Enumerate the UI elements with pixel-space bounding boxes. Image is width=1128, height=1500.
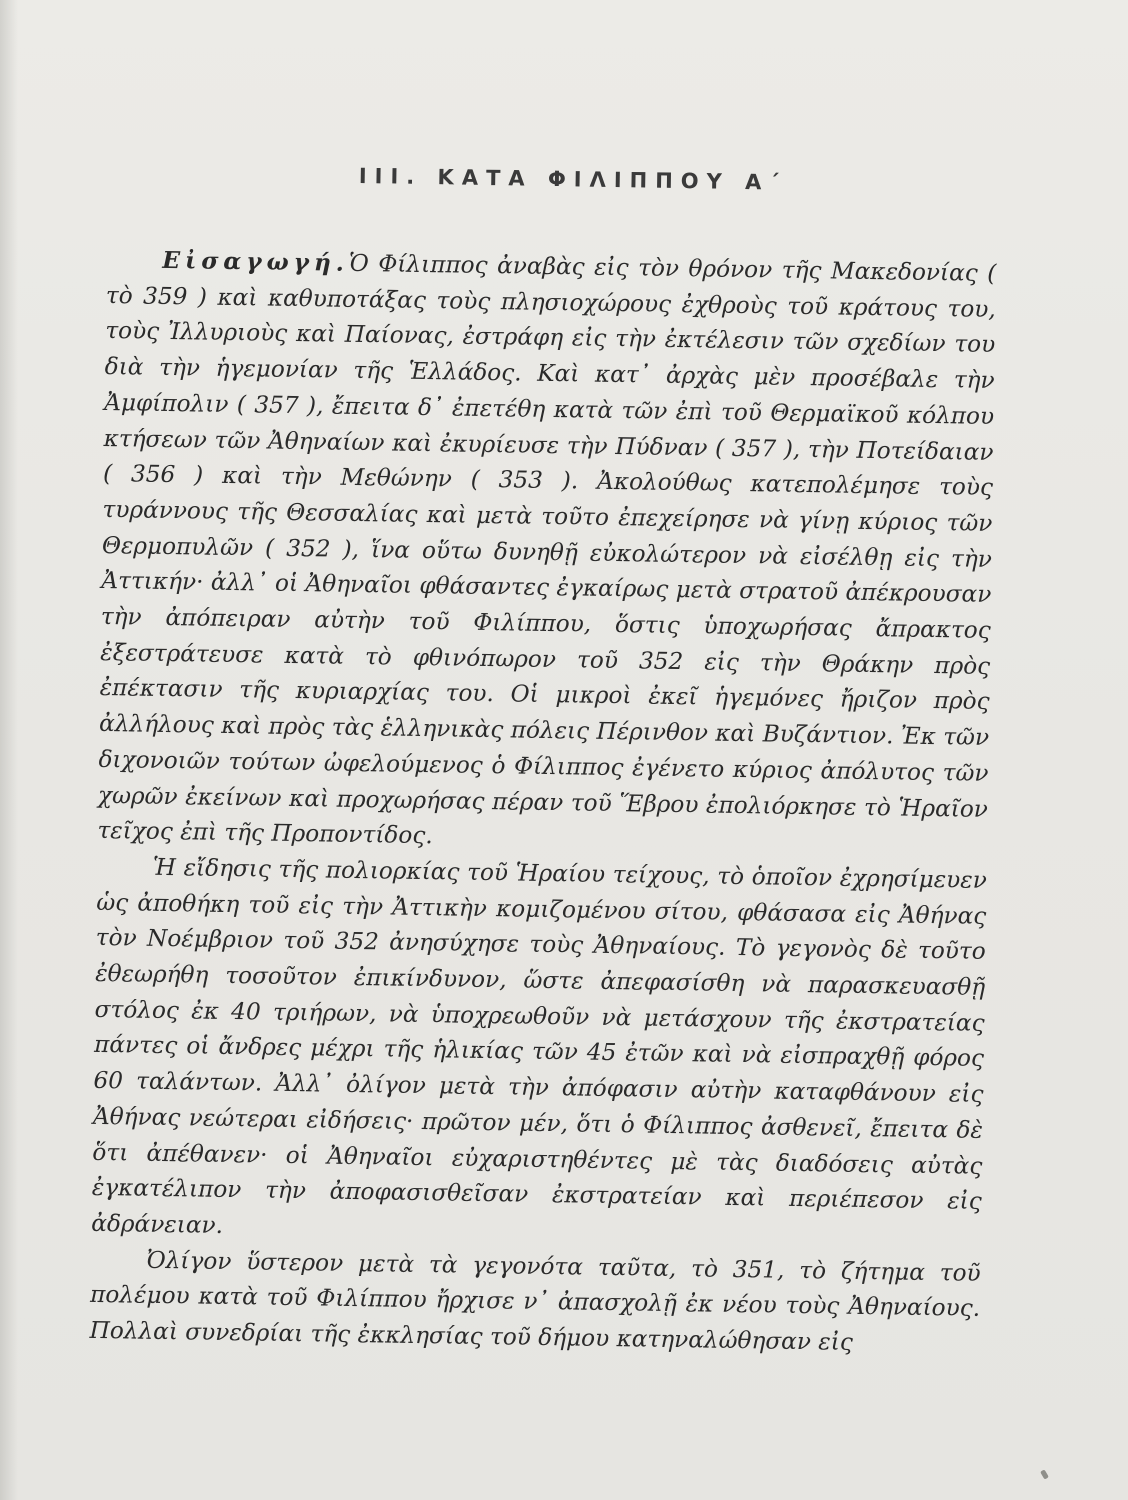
text-block <box>89 160 998 1363</box>
page-edge-shadow <box>0 0 18 1500</box>
paragraph-3: Ὀλίγον ὕστερον μετὰ τὰ γεγονότα ταῦτα, τὸ 351, τὸ ζήτημα τοῦ πολέμου κατὰ τοῦ Φιλίππου ἤρχισε ν᾽ ἀπασχολῇ ἐκ νέου τοὺς Ἀθηναίους. Πολλαὶ συνεδρίαι τῆς ἐκκλησίας τοῦ δήμου κατηναλώθησαν εἰς <box>89 1246 981 1356</box>
chapter-heading: III. ΚΑΤΑ ΦΙΛΙΠΠΟΥ Α΄ <box>358 163 787 195</box>
paragraph-2: Ἡ εἴδησις τῆς πολιορκίας τοῦ Ἡραίου τείχους, τὸ ὁποῖον ἐχρησίμευεν ὡς ἀποθήκη τοῦ εἰς τὴν Ἀττικὴν κομιζομένου σίτου, φθάσασα εἰς Ἀθήνας τὸν Νοέμβριον τοῦ 352 ἀνησύχησε τοὺς Ἀθηναίους. Τὸ γεγονὸς δὲ τοῦτο ἐθεωρήθη τοσοῦτον ἐπικίνδυνον, ὥστε ἀπεφασίσθη νὰ παρασκευασθῇ στόλος ἐκ 40 τριήρων, νὰ ὑποχρεωθοῦν νὰ μετάσχουν τῆς ἐκστρατείας πάντες οἱ ἄνδρες μέχρι τῆς ἡλικίας τῶν 45 ἐτῶν καὶ νὰ εἰσπραχθῇ φόρος 60 ταλάντων. Ἀλλ᾽ ὀλίγον μετὰ τὴν ἀπόφασιν αὐτὴν καταφθάνουν εἰς Ἀθήνας νεώτεραι εἰδήσεις· πρῶτον μέν, ὅτι ὁ Φίλιππος ἀσθενεῖ, ἔπειτα δὲ ὅτι ἀπέθανεν· οἱ Ἀθηναῖοι εὐχαριστηθέντες μὲ τὰς διαδόσεις αὐτὰς ἐγκατέλιπον τὴν ἀποφασισθεῖσαν ἐκστρατείαν καὶ περιέπεσον εἰς ἀδράνειαν. <box>91 853 988 1239</box>
paragraph-1-text: Ὁ Φίλιππος ἀναβὰς εἰς τὸν θρόνον τῆς Μακεδονίας ( τὸ 359 ) καὶ καθυποτάξας τοὺς πλησιοχώρους ἐχθροὺς τοῦ κράτους του, τοὺς Ἰλλυριοὺς καὶ Παίονας, ἐστράφη εἰς τὴν ἐκτέλεσιν τῶν σχεδίων του διὰ τὴν ἡγεμονίαν τῆς Ἑλλάδος. Καὶ κατ᾽ ἀρχὰς μὲν προσέβαλε τὴν Ἀμφίπολιν ( 357 ), ἔπειτα δ᾽ ἐπετέθη κατὰ τῶν ἐπὶ τοῦ Θερμαϊκοῦ κόλπου κτήσεων τῶν Ἀθηναίων καὶ ἐκυρίευσε τὴν Πύδναν ( 357 ), τὴν Ποτείδαιαν ( 356 ) καὶ τὴν Μεθώνην ( 353 ). Ἀκολούθως κατεπολέμησε τοὺς τυράννους τῆς Θεσσαλίας καὶ μετὰ τοῦτο ἐπεχείρησε νὰ γίνῃ κύριος τῶν Θερμοπυλῶν ( 352 ), ἵνα οὕτω δυνηθῇ εὐκολώτερον νὰ εἰσέλθῃ εἰς τὴν Ἀττικήν· ἀλλ᾽ οἱ Ἀθηναῖοι φθάσαντες ἐγκαίρως μετὰ στρατοῦ ἀπέκρουσαν τὴν ἀπόπειραν αὐτὴν τοῦ Φιλίππου, ὅστις ὑποχωρήσας ἄπρακτος ἐξεστράτευσε κατὰ τὸ φθινόπωρον τοῦ 352 εἰς τὴν Θράκην πρὸς ἐπέκτασιν τῆς κυριαρχίας του. Οἱ μικροὶ ἐκεῖ ἡγεμόνες ἤριζον πρὸς ἀλλήλους καὶ πρὸς τὰς ἑλληνικὰς πόλεις Πέρινθον καὶ Βυζάντιον. Ἐκ τῶν διχονοιῶν τούτων ὠφελούμενος ὁ Φίλιππος ἐγένετο κύριος ἀπόλυτος τῶν χωρῶν ἐκείνων καὶ προχωρήσας πέραν τοῦ Ἕβρου ἐπολιόρκησε τὸ Ἡραῖον τεῖχος ἐπὶ τῆς Προποντίδος. <box>97 249 997 850</box>
page-speck <box>1040 1469 1049 1479</box>
paragraph-intro <box>97 242 996 863</box>
intro-label: Εἰσαγωγή. <box>162 246 350 277</box>
